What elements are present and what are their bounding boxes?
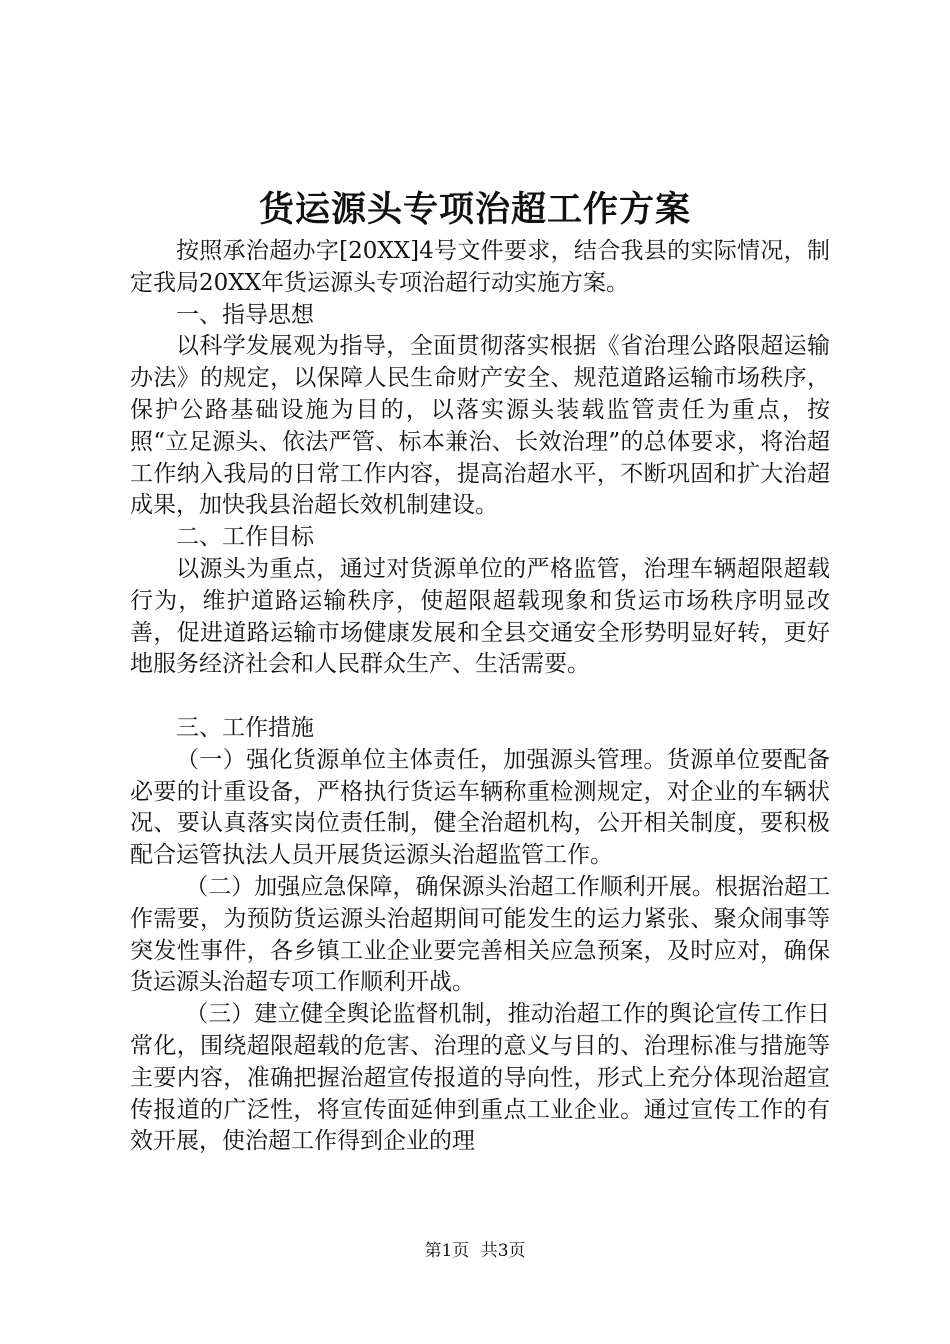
guiding-ideology-paragraph: 以科学发展观为指导，全面贯彻落实根据《省治理公路限超运输办法》的规定，以保障人民生命财产安全、规范道路运输市场秩序，保护公路基础设施为目的，以落实源头装载监管责任为重点，按照“立足源头、依法严管、标本兼治、长效治理”的总体要求，将治超工作纳入我局的日常工作内容，提高治超水平，不断巩固和扩大治超成果，加快我县治超长效机制建设。: [130, 333, 830, 519]
measure-one-paragraph: （一）强化货源单位主体责任，加强源头管理。货源单位要配备必要的计重设备，严格执行货运车辆称重检测规定，对企业的车辆状况、要认真落实岗位责任制，健全治超机构，公开相关制度，要积极配合运管执法人员开展货运源头治超监管工作。: [130, 746, 830, 869]
page-total: 共3页: [480, 1241, 526, 1261]
work-goals-paragraph: 以源头为重点，通过对货源单位的严格监管，治理车辆超限超载行为，维护道路运输秩序，使超限超载现象和货运市场秩序明显改善，促进道路运输市场健康发展和全县交通安全形势明显好转，更好地服务经济社会和人民群众生产、生活需要。: [130, 555, 830, 678]
section-heading-work-measures: 三、工作措施: [176, 714, 314, 741]
paragraph-spacer: [130, 681, 830, 713]
section-heading-guiding-ideology: 一、指导思想: [176, 301, 314, 328]
intro-paragraph: 按照承治超办字[20XX]4号文件要求，结合我县的实际情况，制定我局20XX年货运源头专项治超行动实施方案。: [130, 238, 830, 296]
section-heading-work-goals: 二、工作目标: [176, 524, 314, 551]
document-body: [130, 236, 830, 1158]
measure-three-paragraph: （三）建立健全舆论监督机制，推动治超工作的舆论宣传工作日常化，围绕超限超载的危害、治理的意义与目的、治理标准与措施等主要内容，准确把握治超宣传报道的导向性，形式上充分体现治超宣传报道的广泛性，将宣传面延伸到重点工业企业。通过宣传工作的有效开展，使治超工作得到企业的理: [130, 1001, 830, 1155]
page-footer: [0, 1239, 950, 1263]
measure-two-paragraph: （二）加强应急保障，确保源头治超工作顺利开展。根据治超工作需要，为预防货运源头治超期间可能发生的运力紧张、聚众闹事等突发性事件，各乡镇工业企业要完善相关应急预案，及时应对，确保货运源头治超专项工作顺利开战。: [130, 873, 830, 996]
page-number: 第1页: [424, 1241, 470, 1261]
document-title: 货运源头专项治超工作方案: [258, 189, 691, 230]
